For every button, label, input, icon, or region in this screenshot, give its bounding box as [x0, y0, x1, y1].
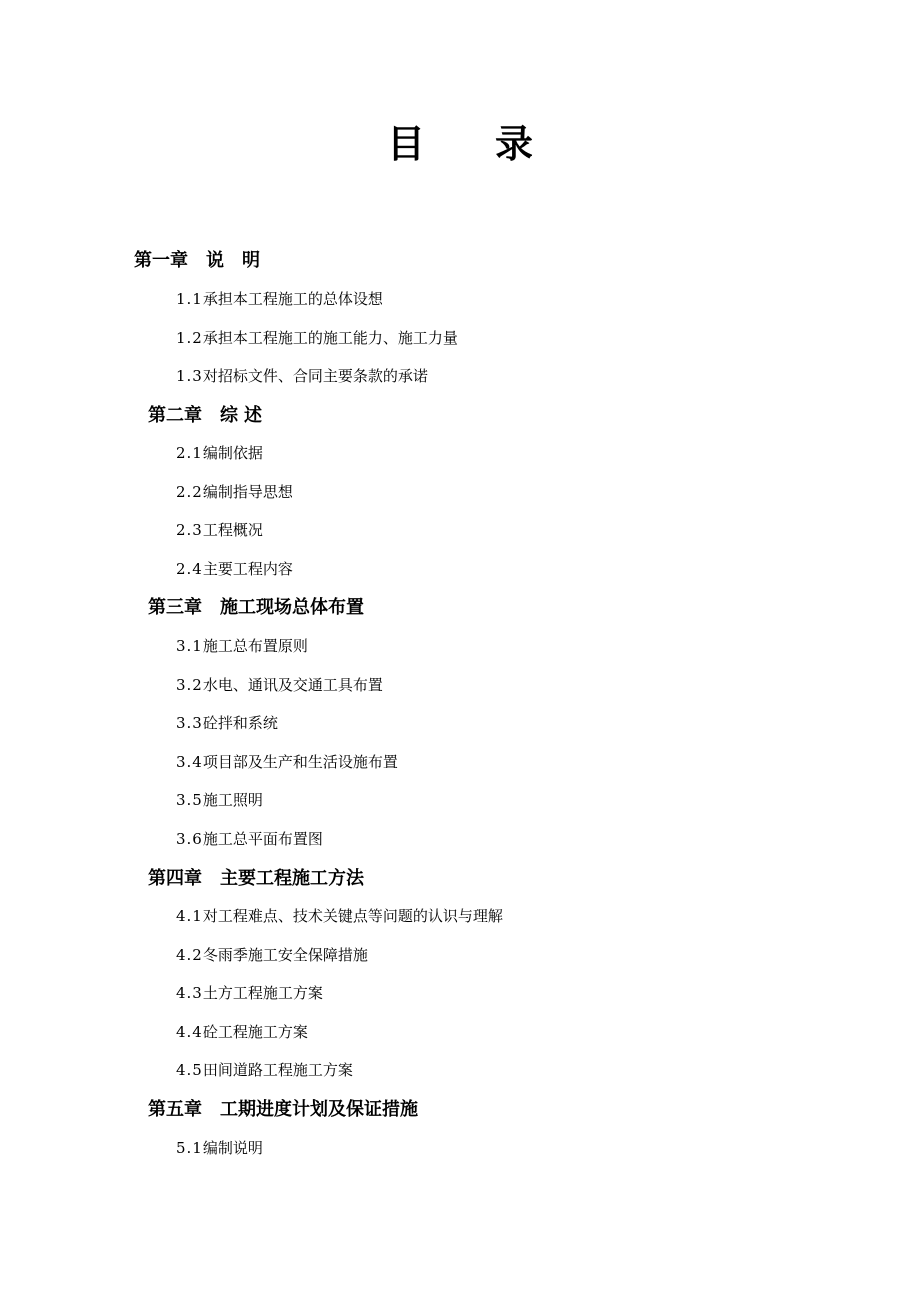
chapter-title: 施工现场总体布置	[220, 597, 364, 618]
chapter-title: 工期进度计划及保证措施	[220, 1099, 418, 1120]
chapter-title-part: 说	[206, 250, 224, 271]
toc-section-3-4[interactable]	[176, 751, 398, 773]
section-number: 4.1	[176, 907, 203, 925]
section-number: 3.4	[176, 753, 203, 771]
toc-section-2-3[interactable]	[176, 519, 263, 541]
toc-section-1-1[interactable]	[176, 288, 383, 310]
title-char-1: 目	[386, 122, 425, 166]
section-number: 3.6	[176, 830, 203, 848]
chapter-prefix: 第三章	[148, 597, 202, 618]
section-title: 冬雨季施工安全保障措施	[202, 946, 368, 964]
section-number: 5.1	[176, 1139, 203, 1157]
toc-chapter-5[interactable]	[148, 1098, 418, 1122]
section-title: 施工照明	[202, 791, 263, 809]
toc-section-3-2[interactable]	[176, 674, 383, 696]
section-title: 编制指导思想	[202, 483, 293, 501]
chapter-title-part: 综	[220, 405, 238, 426]
section-number: 2.4	[176, 560, 203, 578]
section-title: 对招标文件、合同主要条款的承诺	[202, 367, 428, 385]
section-number: 1.1	[176, 290, 203, 308]
toc-section-1-3[interactable]	[176, 365, 428, 387]
section-number: 1.3	[176, 367, 203, 385]
toc-chapter-3[interactable]	[148, 596, 364, 620]
toc-section-4-4[interactable]	[176, 1021, 308, 1043]
toc-chapter-4[interactable]	[148, 867, 364, 891]
toc-chapter-1[interactable]	[134, 249, 260, 273]
section-number: 4.5	[176, 1061, 203, 1079]
section-title: 承担本工程施工的施工能力、施工力量	[202, 329, 458, 347]
toc-section-3-3[interactable]	[176, 712, 278, 734]
toc-section-3-6[interactable]	[176, 828, 323, 850]
toc-section-2-4[interactable]	[176, 558, 293, 580]
toc-chapter-2[interactable]	[148, 404, 262, 428]
section-title: 施工总平面布置图	[202, 830, 323, 848]
chapter-prefix: 第四章	[148, 868, 202, 889]
toc-section-4-2[interactable]	[176, 944, 368, 966]
section-number: 4.2	[176, 946, 203, 964]
section-number: 2.2	[176, 483, 203, 501]
toc-section-3-5[interactable]	[176, 789, 263, 811]
section-title: 砼拌和系统	[202, 714, 278, 732]
section-number: 3.5	[176, 791, 203, 809]
section-number: 3.2	[176, 676, 203, 694]
section-title: 编制依据	[202, 444, 263, 462]
section-title: 砼工程施工方案	[202, 1023, 308, 1041]
toc-section-4-5[interactable]	[176, 1059, 353, 1081]
chapter-title: 主要工程施工方法	[220, 868, 364, 889]
title-char-2: 录	[495, 122, 534, 166]
section-title: 施工总布置原则	[202, 637, 308, 655]
section-title: 项目部及生产和生活设施布置	[202, 753, 398, 771]
toc-section-2-2[interactable]	[176, 481, 293, 503]
chapter-title-part: 述	[244, 405, 262, 426]
section-title: 水电、通讯及交通工具布置	[202, 676, 383, 694]
chapter-prefix: 第五章	[148, 1099, 202, 1120]
page-title	[0, 118, 920, 170]
chapter-prefix: 第二章	[148, 405, 202, 426]
toc-section-4-1[interactable]	[176, 905, 503, 927]
section-number: 3.3	[176, 714, 203, 732]
section-title: 主要工程内容	[202, 560, 293, 578]
toc-section-3-1[interactable]	[176, 635, 308, 657]
section-number: 4.3	[176, 984, 203, 1002]
section-title: 田间道路工程施工方案	[202, 1061, 353, 1079]
section-number: 2.1	[176, 444, 203, 462]
section-number: 2.3	[176, 521, 203, 539]
toc-section-1-2[interactable]	[176, 327, 458, 349]
toc-section-5-1[interactable]	[176, 1137, 263, 1159]
section-title: 承担本工程施工的总体设想	[202, 290, 383, 308]
section-number: 3.1	[176, 637, 203, 655]
section-number: 4.4	[176, 1023, 203, 1041]
section-number: 1.2	[176, 329, 203, 347]
section-title: 对工程难点、技术关键点等问题的认识与理解	[202, 907, 503, 925]
chapter-title-part: 明	[242, 250, 260, 271]
section-title: 编制说明	[202, 1139, 263, 1157]
toc-section-2-1[interactable]	[176, 442, 263, 464]
chapter-prefix: 第一章	[134, 250, 188, 271]
section-title: 工程概况	[202, 521, 263, 539]
section-title: 土方工程施工方案	[202, 984, 323, 1002]
toc-section-4-3[interactable]	[176, 982, 323, 1004]
